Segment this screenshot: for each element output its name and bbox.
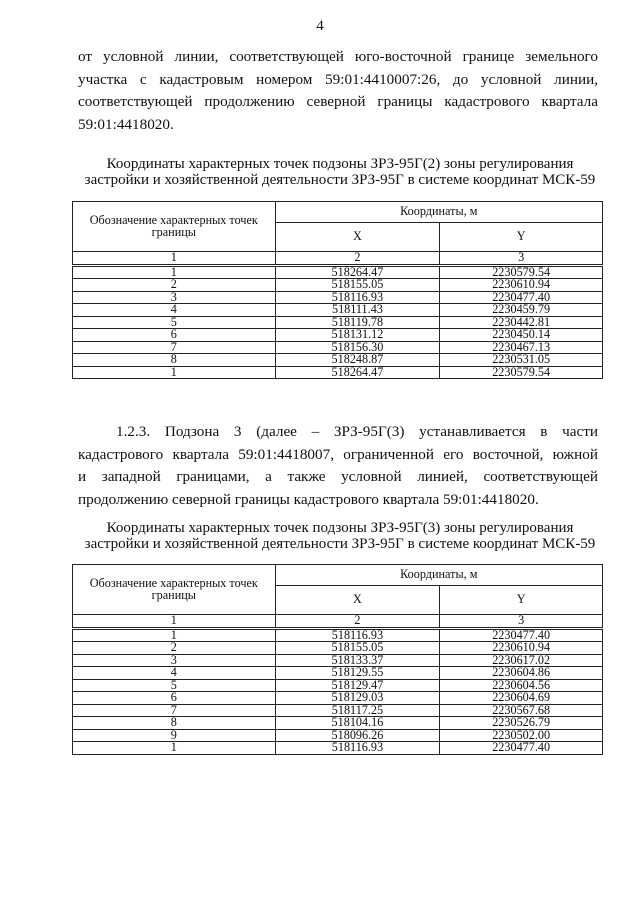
y-cell: 2230531.05 <box>440 354 603 367</box>
y-cell: 2230579.54 <box>440 265 603 279</box>
y-cell: 2230567.68 <box>440 704 603 717</box>
x-cell: 518264.47 <box>275 366 440 379</box>
x-cell: 518117.25 <box>275 704 440 717</box>
point-cell: 6 <box>73 329 276 342</box>
y-cell: 2230610.94 <box>440 642 603 655</box>
table-2-caption <box>70 520 610 552</box>
column-number-row <box>73 615 603 629</box>
point-cell: 1 <box>73 265 276 279</box>
x-cell: 518155.05 <box>275 279 440 292</box>
y-cell: 2230450.14 <box>440 329 603 342</box>
y-cell: 2230604.86 <box>440 667 603 680</box>
point-cell: 7 <box>73 704 276 717</box>
y-cell: 2230502.00 <box>440 729 603 742</box>
point-cell: 1 <box>73 628 276 642</box>
paragraph-line: кадастрового квартала 59:01:4418007, ограниченной его восточной, южной <box>78 445 598 463</box>
x-cell: 518156.30 <box>275 341 440 354</box>
header-coords: Координаты, м <box>275 565 602 586</box>
point-cell: 8 <box>73 717 276 730</box>
y-cell: 2230442.81 <box>440 316 603 329</box>
x-cell: 518248.87 <box>275 354 440 367</box>
point-cell: 4 <box>73 304 276 317</box>
x-cell: 518129.03 <box>275 692 440 705</box>
point-cell: 6 <box>73 692 276 705</box>
paragraph-line: 1.2.3. Подзона 3 (далее – ЗРЗ-95Г(3) устанавливается в части <box>116 423 598 440</box>
paragraph-1 <box>78 46 598 136</box>
y-cell: 2230610.94 <box>440 279 603 292</box>
y-cell: 2230526.79 <box>440 717 603 730</box>
column-number-cell: 3 <box>440 615 603 629</box>
x-cell: 518119.78 <box>275 316 440 329</box>
point-cell: 4 <box>73 667 276 680</box>
column-number-cell: 2 <box>275 615 440 629</box>
paragraph-line: соответствующей продолжению северной границы кадастрового квартала <box>78 93 598 111</box>
x-cell: 518155.05 <box>275 642 440 655</box>
y-cell: 2230477.40 <box>440 742 603 755</box>
point-cell: 5 <box>73 316 276 329</box>
x-cell: 518129.47 <box>275 679 440 692</box>
column-number-cell: 3 <box>440 252 603 266</box>
coordinates-table-2 <box>72 564 603 755</box>
column-number-cell: 1 <box>73 615 276 629</box>
x-cell: 518129.55 <box>275 667 440 680</box>
x-cell: 518116.93 <box>275 291 440 304</box>
paragraph-line: продолжению северной границы кадастрового квартала 59:01:4418020. <box>78 490 539 508</box>
x-cell: 518131.12 <box>275 329 440 342</box>
paragraph-line: от условной линии, соответствующей юго-восточной границе земельного <box>78 48 598 65</box>
point-cell: 1 <box>73 366 276 379</box>
point-cell: 3 <box>73 291 276 304</box>
x-cell: 518264.47 <box>275 265 440 279</box>
x-cell: 518111.43 <box>275 304 440 317</box>
caption-line: Координаты характерных точек подзоны ЗРЗ-95Г(3) зоны регулирования <box>106 520 574 536</box>
y-cell: 2230467.13 <box>440 341 603 354</box>
caption-line: застройки и хозяйственной деятельности ЗРЗ-95Г в системе координат МСК-59 <box>84 172 596 188</box>
column-number-row <box>73 252 603 266</box>
column-number-cell: 2 <box>275 252 440 266</box>
y-cell: 2230604.56 <box>440 679 603 692</box>
point-cell: 2 <box>73 279 276 292</box>
table-row <box>73 742 603 755</box>
coordinates-table-1 <box>72 201 603 379</box>
header-x: X <box>275 223 440 252</box>
point-cell: 2 <box>73 642 276 655</box>
header-points: Обозначение характерных точек границы <box>73 202 276 252</box>
paragraph-line: и западной границами, а также условной линией, соответствующей <box>78 468 598 486</box>
y-cell: 2230477.40 <box>440 291 603 304</box>
y-cell: 2230617.02 <box>440 654 603 667</box>
point-cell: 1 <box>73 742 276 755</box>
page-number: 4 <box>316 18 324 34</box>
y-cell: 2230477.40 <box>440 628 603 642</box>
header-coords: Координаты, м <box>275 202 602 223</box>
x-cell: 518104.16 <box>275 717 440 730</box>
y-cell: 2230459.79 <box>440 304 603 317</box>
x-cell: 518116.93 <box>275 742 440 755</box>
point-cell: 5 <box>73 679 276 692</box>
x-cell: 518116.93 <box>275 628 440 642</box>
y-cell: 2230579.54 <box>440 366 603 379</box>
paragraph-line: 59:01:4418020. <box>78 115 174 133</box>
column-number-cell: 1 <box>73 252 276 266</box>
header-y: Y <box>440 223 603 252</box>
paragraph-2 <box>78 421 598 511</box>
header-x: X <box>275 586 440 615</box>
point-cell: 8 <box>73 354 276 367</box>
header-points: Обозначение характерных точек границы <box>73 565 276 615</box>
paragraph-line: участка с кадастровым номером 59:01:4410007:26, до условной линии, <box>78 70 598 88</box>
x-cell: 518096.26 <box>275 729 440 742</box>
caption-line: Координаты характерных точек подзоны ЗРЗ-95Г(2) зоны регулирования <box>106 156 574 172</box>
y-cell: 2230604.69 <box>440 692 603 705</box>
header-y: Y <box>440 586 603 615</box>
table-1-caption <box>70 156 610 188</box>
point-cell: 9 <box>73 729 276 742</box>
caption-line: застройки и хозяйственной деятельности ЗРЗ-95Г в системе координат МСК-59 <box>84 536 596 552</box>
point-cell: 3 <box>73 654 276 667</box>
table-row <box>73 366 603 379</box>
point-cell: 7 <box>73 341 276 354</box>
x-cell: 518133.37 <box>275 654 440 667</box>
